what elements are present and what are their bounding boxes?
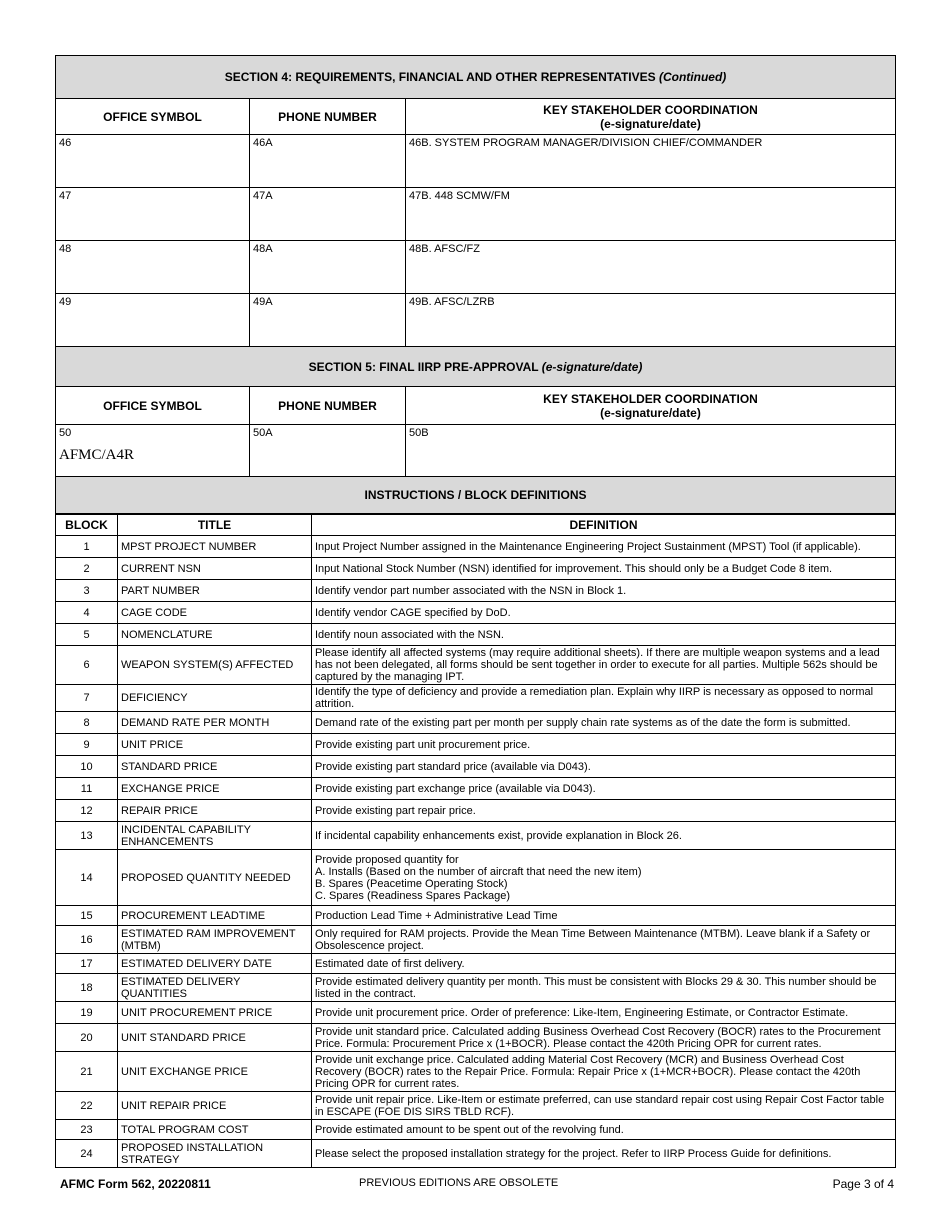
table-row	[56, 756, 896, 778]
block-title-cell: DEMAND RATE PER MONTH	[118, 712, 312, 734]
block-title-cell: ESTIMATED DELIVERY DATE	[118, 954, 312, 974]
table-row	[56, 954, 896, 974]
block-definition-cell: If incidental capability enhancements exist, provide explanation in Block 26.	[312, 822, 896, 850]
block-number-cell: 9	[56, 734, 118, 756]
office-symbol-value: AFMC/A4R	[59, 447, 135, 463]
section4-title-suffix: (Continued)	[658, 70, 727, 84]
block-title-cell: STANDARD PRICE	[118, 756, 312, 778]
table-row	[56, 1120, 896, 1140]
block-number-cell: 22	[56, 1092, 118, 1120]
office-symbol-field[interactable]: 48	[56, 241, 250, 294]
block-definition-cell: Provide estimated delivery quantity per month. This must be consistent with Blocks 29 & 30. This number should be listed in the contract.	[312, 974, 896, 1002]
block-title-cell: EXCHANGE PRICE	[118, 778, 312, 800]
section4-title-text: SECTION 4: REQUIREMENTS, FINANCIAL AND OTHER REPRESENTATIVES	[224, 70, 656, 84]
block-number-cell: 14	[56, 850, 118, 906]
block-number-cell: 16	[56, 926, 118, 954]
block-title-cell: CAGE CODE	[118, 602, 312, 624]
block-header: BLOCK	[56, 515, 118, 536]
table-row	[56, 536, 896, 558]
signature-field[interactable]: 48B. AFSC/FZ	[406, 241, 896, 294]
block-title-cell: UNIT PRICE	[118, 734, 312, 756]
block-title-cell: PROCUREMENT LEADTIME	[118, 906, 312, 926]
block-definition-cell: Please select the proposed installation strategy for the project. Refer to IIRP Process Guide for definitions.	[312, 1140, 896, 1168]
table-row	[56, 646, 896, 685]
block-definition-cell: Only required for RAM projects. Provide the Mean Time Between Maintenance (MTBM). Leave blank if a Safety or Obsolescence project.	[312, 926, 896, 954]
table-row	[56, 734, 896, 756]
block-definition-cell: Provide unit exchange price. Calculated adding Material Cost Recovery (MCR) and Business Overhead Cost Recovery (BOCR) rates to the Repair Price. Formula: Repair Price x (1+MCR+BOCR). Please contact the 420th Pricing OPR for current rates.	[312, 1052, 896, 1092]
block-definition-cell: Demand rate of the existing part per month per supply chain rate systems as of the date the form is submitted.	[312, 712, 896, 734]
table-row	[56, 800, 896, 822]
block-number-cell: 17	[56, 954, 118, 974]
block-number-cell: 8	[56, 712, 118, 734]
table-row	[56, 241, 896, 294]
block-number-cell: 24	[56, 1140, 118, 1168]
section5-key-header	[406, 387, 896, 425]
block-definition-cell: Identify the type of deficiency and provide a remediation plan. Explain why IIRP is necessary as opposed to normal attrition.	[312, 685, 896, 712]
section4-phone-header: PHONE NUMBER	[250, 99, 406, 135]
obsolete-notice: PREVIOUS EDITIONS ARE OBSOLETE	[359, 1177, 559, 1189]
block-definition-cell: Provide existing part exchange price (available via D043).	[312, 778, 896, 800]
table-row	[56, 624, 896, 646]
section4-table	[55, 55, 896, 514]
table-row	[56, 558, 896, 580]
office-symbol-field[interactable]: 47	[56, 188, 250, 241]
block-definition-cell: Input Project Number assigned in the Maintenance Engineering Project Sustainment (MPST) Tool (if applicable).	[312, 536, 896, 558]
signature-field[interactable]: 47B. 448 SCMW/FM	[406, 188, 896, 241]
signature-field[interactable]: 50B	[406, 425, 896, 477]
block-number-cell: 21	[56, 1052, 118, 1092]
block-title-cell: UNIT EXCHANGE PRICE	[118, 1052, 312, 1092]
instructions-title: INSTRUCTIONS / BLOCK DEFINITIONS	[56, 477, 896, 514]
block-definition-cell: Production Lead Time + Administrative Lead Time	[312, 906, 896, 926]
signature-field[interactable]: 49B. AFSC/LZRB	[406, 294, 896, 347]
table-row	[56, 1140, 896, 1168]
table-row	[56, 1002, 896, 1024]
phone-number-field[interactable]: 46A	[250, 135, 406, 188]
block-number-cell: 13	[56, 822, 118, 850]
definitions-table	[55, 514, 896, 1168]
block-number-cell: 6	[56, 646, 118, 685]
block-definition-cell: Identify vendor part number associated with the NSN in Block 1.	[312, 580, 896, 602]
table-row	[56, 850, 896, 906]
block-number-cell: 19	[56, 1002, 118, 1024]
section5-key-header-line1: KEY STAKEHOLDER COORDINATION	[543, 391, 758, 406]
definition-header: DEFINITION	[312, 515, 896, 536]
table-row	[56, 425, 896, 477]
block-number-cell: 11	[56, 778, 118, 800]
block-definition-cell: Provide existing part standard price (available via D043).	[312, 756, 896, 778]
block-title-cell: MPST PROJECT NUMBER	[118, 536, 312, 558]
phone-number-field[interactable]: 48A	[250, 241, 406, 294]
block-definition-cell: Please identify all affected systems (may require additional sheets). If there are multiple weapon systems and a lead has not been delegated, all forms should be sent together in order to execute for all parties. Multiple 562s should be captured by the managing IPT.	[312, 646, 896, 685]
block-number-cell: 3	[56, 580, 118, 602]
block-definition-cell: Provide proposed quantity for A. Installs (Based on the number of aircraft that need the new item) B. Spares (Peacetime Operating Stock) C. Spares (Readiness Spares Package)	[312, 850, 896, 906]
block-title-cell: REPAIR PRICE	[118, 800, 312, 822]
block-number-cell: 2	[56, 558, 118, 580]
block-title-cell: NOMENCLATURE	[118, 624, 312, 646]
block-title-cell: PROPOSED INSTALLATION STRATEGY	[118, 1140, 312, 1168]
table-row	[56, 685, 896, 712]
block-definition-cell: Input National Stock Number (NSN) identified for improvement. This should only be a Budget Code 8 item.	[312, 558, 896, 580]
block-title-cell: CURRENT NSN	[118, 558, 312, 580]
block-title-cell: UNIT REPAIR PRICE	[118, 1092, 312, 1120]
signature-field[interactable]: 46B. SYSTEM PROGRAM MANAGER/DIVISION CHIEF/COMMANDER	[406, 135, 896, 188]
office-symbol-field[interactable]: 49	[56, 294, 250, 347]
block-number-cell: 20	[56, 1024, 118, 1052]
section5-title-text: SECTION 5: FINAL IIRP PRE-APPROVAL	[308, 359, 539, 374]
block-number-cell: 1	[56, 536, 118, 558]
table-row	[56, 1092, 896, 1120]
phone-number-field[interactable]: 49A	[250, 294, 406, 347]
block-number-cell: 4	[56, 602, 118, 624]
office-symbol-field[interactable]	[56, 425, 250, 477]
section5-office-header: OFFICE SYMBOL	[56, 387, 250, 425]
table-row	[56, 906, 896, 926]
block-definition-cell: Provide unit repair price. Like-Item or estimate preferred, can use standard repair cost using Repair Cost Factor table in ESCAPE (FOE DIS SIRS TBLD RCF).	[312, 1092, 896, 1120]
phone-number-field[interactable]: 50A	[250, 425, 406, 477]
block-title-cell: TOTAL PROGRAM COST	[118, 1120, 312, 1140]
block-title-cell: ESTIMATED DELIVERY QUANTITIES	[118, 974, 312, 1002]
table-row	[56, 580, 896, 602]
section5-title	[56, 347, 896, 387]
table-row	[56, 778, 896, 800]
block-title-cell: ESTIMATED RAM IMPROVEMENT (MTBM)	[118, 926, 312, 954]
table-row	[56, 188, 896, 241]
table-row	[56, 602, 896, 624]
block-definition-cell: Provide unit standard price. Calculated adding Business Overhead Cost Recovery (BOCR) rates to the Procurement Price. Formula: Procurement Price x (1+BOCR). Please contact the 420th Pricing OPR for current rates.	[312, 1024, 896, 1052]
block-title-cell: PROPOSED QUANTITY NEEDED	[118, 850, 312, 906]
table-row	[56, 1024, 896, 1052]
form-number: AFMC Form 562, 20220811	[60, 1177, 211, 1191]
table-row	[56, 926, 896, 954]
definitions-body	[56, 536, 896, 1168]
block-definition-cell: Identify vendor CAGE specified by DoD.	[312, 602, 896, 624]
title-header: TITLE	[118, 515, 312, 536]
table-row	[56, 712, 896, 734]
section4-office-header: OFFICE SYMBOL	[56, 99, 250, 135]
block-number-cell: 12	[56, 800, 118, 822]
section4-key-header-line1: KEY STAKEHOLDER COORDINATION	[543, 102, 758, 117]
section4-title	[56, 56, 896, 99]
block-title-cell: PART NUMBER	[118, 580, 312, 602]
section5-key-header-line2: (e-signature/date)	[600, 405, 701, 420]
block-definition-cell: Provide unit procurement price. Order of preference: Like-Item, Engineering Estimate, or Contractor Estimate.	[312, 1002, 896, 1024]
block-definition-cell: Identify noun associated with the NSN.	[312, 624, 896, 646]
form-page	[55, 55, 895, 1168]
block-definition-cell: Provide existing part repair price.	[312, 800, 896, 822]
table-row	[56, 822, 896, 850]
section4-key-header	[406, 99, 896, 135]
section5-title-suffix: (e-signature/date)	[541, 359, 643, 374]
page-footer	[60, 1177, 894, 1193]
block-title-cell: INCIDENTAL CAPABILITY ENHANCEMENTS	[118, 822, 312, 850]
block-number-cell: 15	[56, 906, 118, 926]
block-definition-cell: Provide estimated amount to be spent out of the revolving fund.	[312, 1120, 896, 1140]
block-number-cell: 5	[56, 624, 118, 646]
block-title-cell: UNIT PROCUREMENT PRICE	[118, 1002, 312, 1024]
page-number: Page 3 of 4	[832, 1177, 894, 1191]
table-row	[56, 1052, 896, 1092]
table-row	[56, 294, 896, 347]
block-title-cell: WEAPON SYSTEM(S) AFFECTED	[118, 646, 312, 685]
table-row	[56, 974, 896, 1002]
section5-phone-header: PHONE NUMBER	[250, 387, 406, 425]
block-number-cell: 23	[56, 1120, 118, 1140]
block-number-cell: 10	[56, 756, 118, 778]
block-definition-cell: Estimated date of first delivery.	[312, 954, 896, 974]
office-symbol-field[interactable]: 46	[56, 135, 250, 188]
phone-number-field[interactable]: 47A	[250, 188, 406, 241]
block-number-label: 50	[59, 427, 72, 439]
block-title-cell: UNIT STANDARD PRICE	[118, 1024, 312, 1052]
block-number-cell: 7	[56, 685, 118, 712]
block-title-cell: DEFICIENCY	[118, 685, 312, 712]
block-definition-cell: Provide existing part unit procurement price.	[312, 734, 896, 756]
block-number-cell: 18	[56, 974, 118, 1002]
section4-key-header-line2: (e-signature/date)	[600, 116, 701, 131]
table-row	[56, 135, 896, 188]
